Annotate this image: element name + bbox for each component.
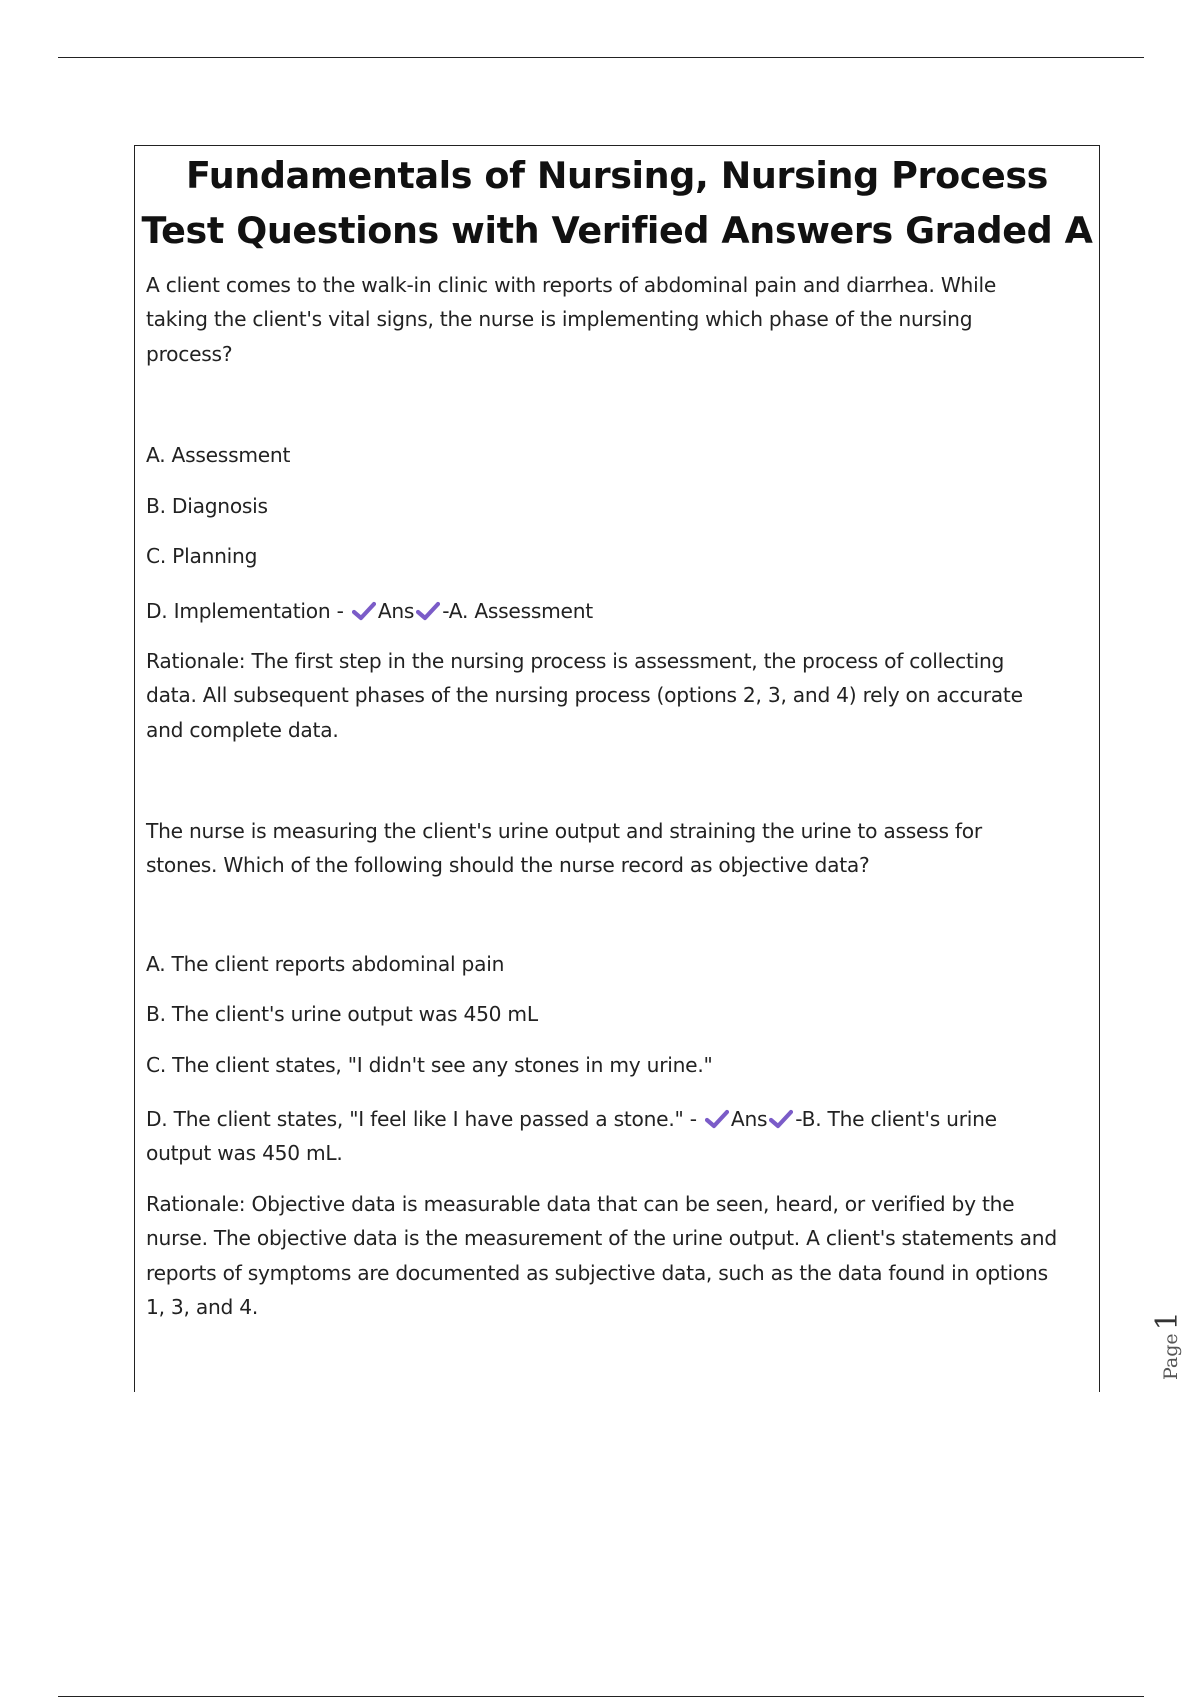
ans-label: Ans [377, 599, 415, 623]
question-2-option-d: D. The client states, "I feel like I have passed a stone." - [146, 1107, 697, 1131]
question-1-option-a: A. Assessment [146, 443, 291, 467]
check-icon [705, 1109, 729, 1129]
question-1-option-d: D. Implementation - [146, 599, 344, 623]
question-2-option-c: C. The client states, "I didn't see any stones in my urine." [146, 1053, 713, 1077]
title-line-2: Test Questions with Verified Answers Graded A [141, 209, 1093, 252]
title-line-1: Fundamentals of Nursing, Nursing Process [185, 154, 1048, 197]
question-2-stem: The nurse is measuring the client's urine output and straining the urine to assess for stones. Which of the following should the nurse record as objective data? [146, 819, 982, 878]
page-label: Page [1160, 1333, 1182, 1380]
question-2-answer: -B. The client's urine [795, 1107, 997, 1131]
check-icon [416, 601, 440, 621]
question-1-option-d-answer [146, 594, 1096, 628]
check-icon [352, 601, 376, 621]
question-2-option-b: B. The client's urine output was 450 mL [146, 1002, 538, 1026]
page-number [1150, 1311, 1185, 1380]
page-title [134, 148, 1100, 258]
question-2-rationale: Rationale: Objective data is measurable data that can be seen, heard, or verified by the nurse. The objective data is the measurement of the urine output. A client's statements and reports of symptoms are documented as subjective data, such as the data found in options 1, 3, and 4. [146, 1192, 1057, 1319]
question-2-option-d-answer [146, 1102, 1096, 1171]
question-1-option-b: B. Diagnosis [146, 494, 268, 518]
question-1-rationale: Rationale: The first step in the nursing process is assessment, the process of collecting data. All subsequent phases of the nursing process (options 2, 3, and 4) rely on accurate and complete data. [146, 649, 1023, 742]
footer-rule [58, 1696, 1144, 1697]
question-1-answer: -A. Assessment [442, 599, 593, 623]
header-rule [58, 57, 1144, 58]
question-2-option-a: A. The client reports abdominal pain [146, 952, 505, 976]
question-2-answer-cont: output was 450 mL. [146, 1141, 343, 1166]
check-icon [769, 1109, 793, 1129]
page-number-value: 1 [1150, 1311, 1185, 1331]
question-1-stem: A client comes to the walk-in clinic with reports of abdominal pain and diarrhea. While taking the client's vital signs, the nurse is implementing which phase of the nursing process? [146, 273, 996, 366]
question-1-option-c: C. Planning [146, 544, 258, 568]
ans-label: Ans [730, 1107, 768, 1131]
